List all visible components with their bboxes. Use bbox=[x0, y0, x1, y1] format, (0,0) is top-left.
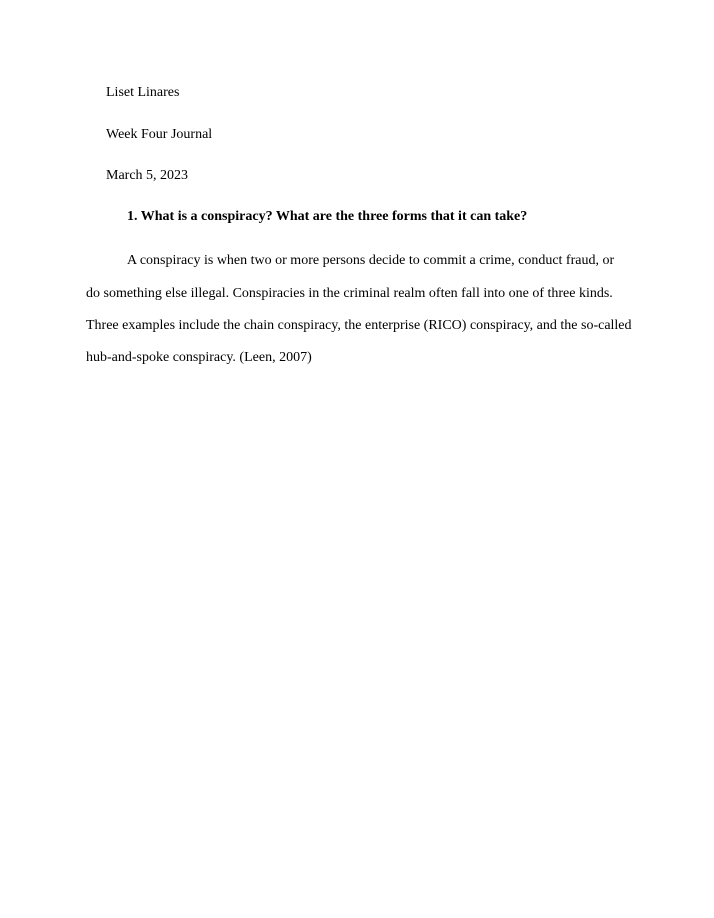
document-date: March 5, 2023 bbox=[106, 168, 189, 183]
answer-line: A conspiracy is when two or more persons decide to commit a crime, conduct fraud, or bbox=[127, 253, 615, 268]
author-name: Liset Linares bbox=[106, 85, 180, 100]
answer-line: do something else illegal. Conspiracies in the criminal realm often fall into one of three kinds. bbox=[86, 286, 613, 301]
answer-line: Three examples include the chain conspiracy, the enterprise (RICO) conspiracy, and the so-called bbox=[86, 318, 632, 333]
document-title: Week Four Journal bbox=[106, 127, 213, 142]
question-heading: 1. What is a conspiracy? What are the three forms that it can take? bbox=[127, 209, 528, 224]
answer-line: hub-and-spoke conspiracy. (Leen, 2007) bbox=[86, 350, 312, 365]
